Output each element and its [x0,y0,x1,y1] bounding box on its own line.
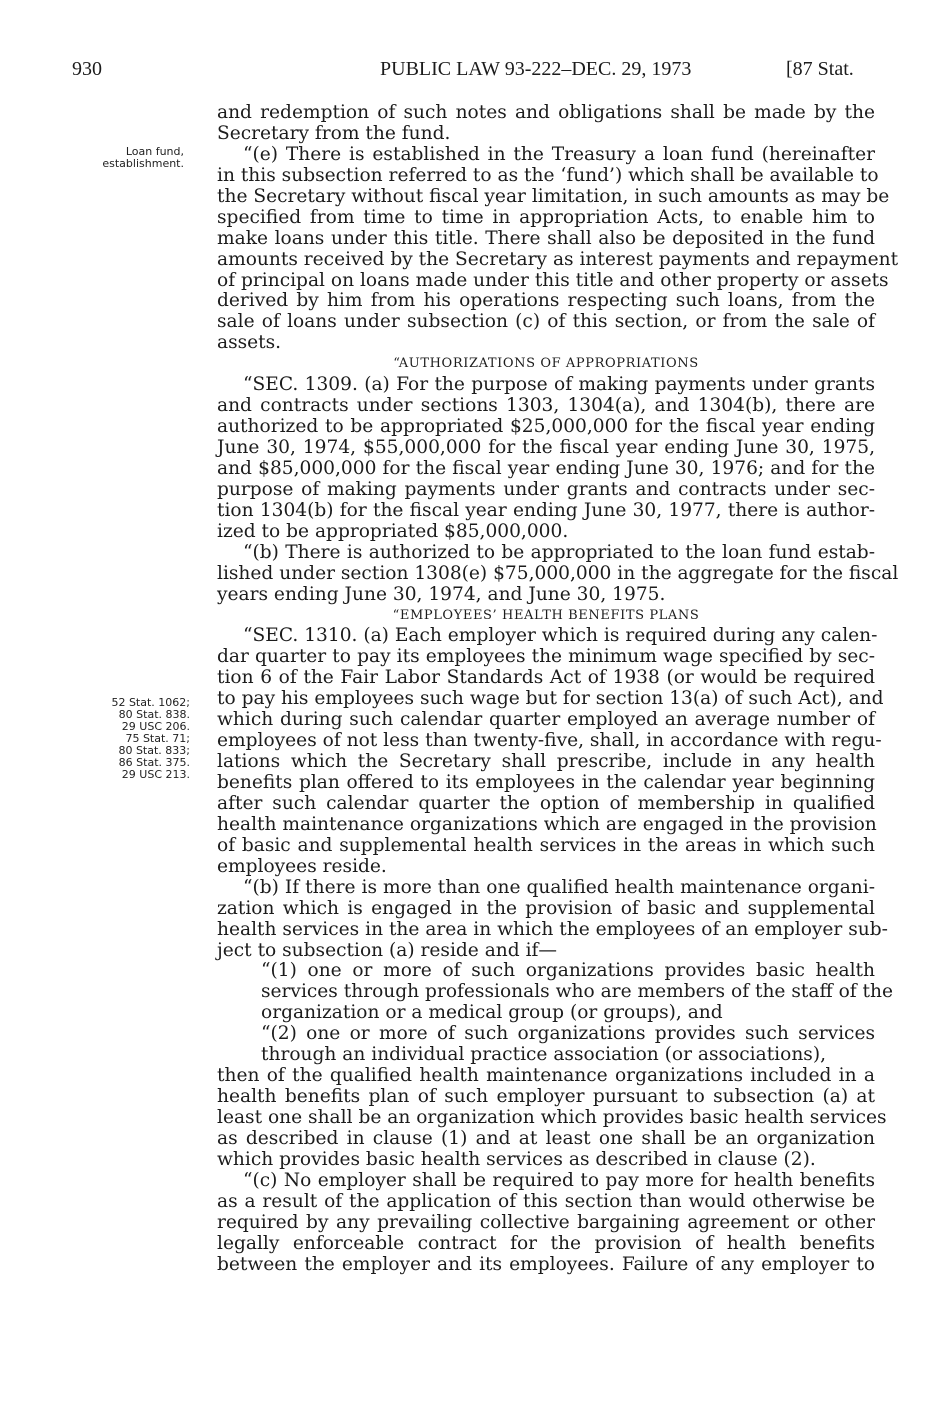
margin-note-line: establishment. [102,157,184,170]
text-line: years ending June 30, 1974, and June 30, 1975. [217,583,666,605]
text-line: “SEC. 1309. (a) For the purpose of making payments under grants [243,374,875,396]
text-line: as described in clause (1) and at least one shall be an organization [217,1127,875,1149]
text-line: the Secretary without fiscal year limitation, in such amounts as may be [217,185,890,207]
text-line: zation which is engaged in the provision of basic and supplemental [217,897,875,919]
text-line: tion 6 of the Fair Labor Standards Act of 1938 (or would be required [217,667,875,689]
citation-line: 75 Stat. 71; [125,732,190,745]
text-line: ject to subsection (a) reside and if— [217,939,558,961]
text-line: lations which the Secretary shall prescribe, include in any health [217,751,875,773]
text-line: specified from time to time in appropriation Acts, to enable him to [217,206,875,228]
margin-note-line: Loan fund, [125,145,184,158]
citation-line: 80 Stat. 833; [118,744,190,757]
text-line: purpose of making payments under grants and contracts under sec- [217,478,875,500]
text-line: legally enforceable contract for the provision of health benefits [217,1232,875,1254]
text-line: assets. [217,332,282,354]
text-line: least one shall be an organization which provides basic health services [217,1107,887,1128]
text-line: employees reside. [217,855,387,877]
text-line: as a result of the application of this section than would otherwise be [217,1190,875,1212]
section-heading: “AUTHORIZATIONS OF APPROPRIATIONS [393,356,699,372]
text-line: to pay his employees such wage but for section 13(a) of such Act), and [217,688,884,710]
text-line: health services in the area in which the employees of an employer sub- [217,918,888,940]
text-line: “(1) one or more of such organizations provides basic health [261,960,875,982]
text-line: of principal on loans made under this title and other property or assets [217,269,889,291]
text-line: health benefits plan of such employer pursuant to subsection (a) at [217,1086,875,1108]
text-line: between the employer and its employees. Failure of any employer to [217,1253,875,1275]
text-line: and contracts under sections 1303, 1304(a), and 1304(b), there are [217,395,875,417]
text-line: make loans under this title. There shall also be deposited in the fund [217,227,875,249]
text-line: benefits plan offered to its employees in the calendar year beginning [217,772,875,793]
citation-line: 52 Stat. 1062; [111,696,190,709]
text-line: June 30, 1974, $55,000,000 for the fiscal year ending June 30, 1975, [217,437,875,458]
page-header [0,58,943,82]
text-line: “(2) one or more of such organizations provides such services [261,1023,875,1045]
citation-line: 80 Stat. 838. [118,708,190,721]
statute-volume: [87 Stat. [786,58,854,80]
text-line: derived by him from his operations respecting such loans, from the [217,290,875,312]
text-line: lished under section 1308(e) $75,000,000 in the aggregate for the fiscal [217,562,899,584]
text-line: which during such calendar quarter employed an average number of [217,709,875,731]
text-line: authorized to be appropriated $25,000,000 for the fiscal year ending [217,416,875,438]
page-number: 930 [72,58,102,80]
text-line: employees of not less than twenty-five, shall, in accordance with regu- [217,730,882,752]
citation-line: 29 USC 206. [121,720,190,733]
margin-note-citations [66,697,190,781]
text-line: then of the qualified health maintenance organizations included in a [217,1065,875,1087]
text-line: services through professionals who are members of the staff of the [261,981,894,1003]
text-line: which provides basic health services as described in clause (2). [217,1148,816,1170]
text-line: and redemption of such notes and obligations shall be made by the [217,102,875,123]
text-line: organization or a medical group (or groups), and [261,1002,723,1024]
text-line: “(e) There is established in the Treasury a loan fund (hereinafter [243,143,875,165]
section-heading: “EMPLOYEES’ HEALTH BENEFITS PLANS [392,607,700,623]
text-line: of basic and supplemental health services in the areas in which such [217,834,875,856]
body-text [217,102,899,1275]
text-line: tion 1304(b) for the fiscal year ending June 30, 1977, there is author- [217,499,875,521]
text-line: “(b) There is authorized to be appropriated to the loan fund estab- [243,541,875,563]
text-line: sale of loans under subsection (c) of this section, or from the sale of [217,311,875,333]
text-line: amounts received by the Secretary as interest payments and repayment [217,248,899,270]
text-line: ized to be appropriated $85,000,000. [217,520,569,542]
margin-note-loan-fund [66,146,184,170]
text-line: through an individual practice association (or associations), [261,1044,827,1066]
text-line: “SEC. 1310. (a) Each employer which is required during any calen- [243,625,878,647]
text-line: and $85,000,000 for the fiscal year ending June 30, 1976; and for the [217,457,875,479]
text-line: health maintenance organizations which are engaged in the provision [217,813,877,835]
citation-line: 86 Stat. 375. [118,756,190,769]
citation-line: 29 USC 213. [121,768,190,781]
text-line: required by any prevailing collective bargaining agreement or other [217,1211,875,1233]
text-line: dar quarter to pay its employees the minimum wage specified by sec- [217,646,875,668]
running-title: PUBLIC LAW 93-222–DEC. 29, 1973 [380,58,692,80]
text-line: in this subsection referred to as the ‘fund’) which shall be available to [217,164,879,186]
text-line: “(b) If there is more than one qualified health maintenance organi- [243,876,875,898]
text-line: Secretary from the fund. [217,122,451,144]
text-line: “(c) No employer shall be required to pay more for health benefits [243,1169,875,1191]
text-line: after such calendar quarter the option of membership in qualified [217,792,875,814]
